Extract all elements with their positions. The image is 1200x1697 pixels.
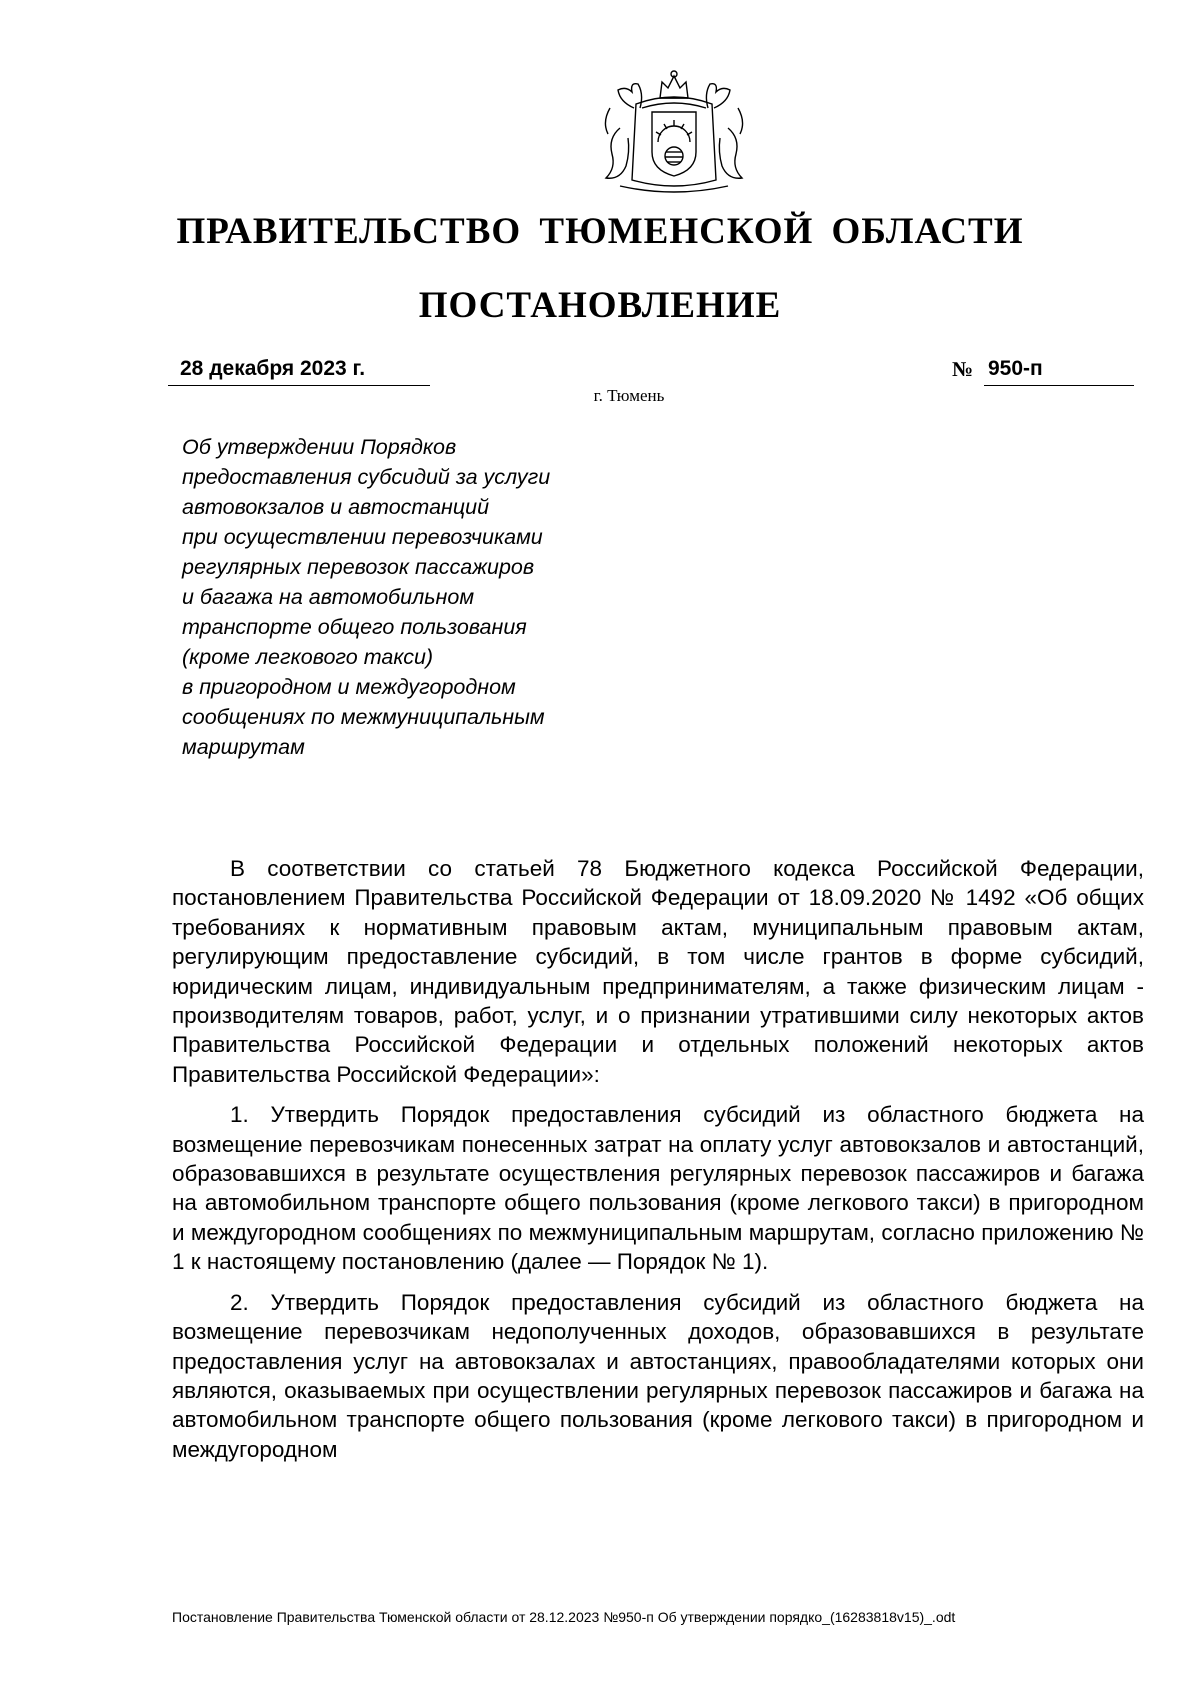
clause-2-paragraph: 2. Утвердить Порядок предоставления субсидий из областного бюджета на возмещение перевозчикам недополученных доходов, образовавшихся в результате предоставления услуг на автовокзалах и автостанциях, правообладателями которых они являются, оказываемых при осуществлении регулярных перевозок пассажиров и багажа на автомобильном транспорте общего пользования (кроме легкового такси) в пригородном и междугородном bbox=[172, 1289, 1144, 1462]
document-number: 950-п bbox=[984, 356, 1134, 386]
document-city: г. Тюмень bbox=[593, 386, 665, 405]
preamble-paragraph: В соответствии со статьей 78 Бюджетного кодекса Российской Федерации, постановлением Правительства Российской Федерации от 18.09.2020 № 1492 «Об общих требованиях к нормативным правовым актам, муниципальным правовым актам, регулирующим предоставление субсидий, в том числе грантов в форме субсидий, юридическим лицам, индивидуальным предпринимателям, а также физическим лицам - производителям товаров, работ, услуг, и о признании утратившими силу некоторых актов Правительства Российской Федерации и отдельных положений некоторых актов Правительства Российской Федерации»: bbox=[172, 856, 1144, 1087]
subject-line: транспорте общего пользования bbox=[182, 615, 527, 639]
number-sign: № bbox=[952, 357, 974, 381]
subject-line: автовокзалов и автостанций bbox=[182, 495, 490, 519]
subject-line: маршрутам bbox=[182, 735, 305, 759]
clause-1-paragraph: 1. Утвердить Порядок предоставления субсидий из областного бюджета на возмещение перевозчикам понесенных затрат на оплату услуг автовокзалов и автостанций, образовавшихся в результате осуществления регулярных перевозок пассажиров и багажа на автомобильном транспорте общего пользования (кроме легкового такси) в пригородном и междугородном сообщениях по межмуниципальным маршрутам, согласно приложению № 1 к настоящему постановлению (далее — Порядок № 1). bbox=[172, 1102, 1144, 1275]
subject-line: и багажа на автомобильном bbox=[182, 585, 475, 609]
document-body bbox=[172, 854, 1144, 1475]
subject-line: сообщениях по межмуниципальным bbox=[182, 705, 545, 729]
document-type-heading: ПОСТАНОВЛЕНИЕ bbox=[418, 285, 782, 326]
government-title: ПРАВИТЕЛЬСТВО ТЮМЕНСКОЙ ОБЛАСТИ bbox=[176, 211, 1024, 252]
subject-line: при осуществлении перевозчиками bbox=[182, 525, 543, 549]
subject-line: в пригородном и междугородном bbox=[182, 675, 516, 699]
subject-line: Об утверждении Порядков bbox=[182, 435, 457, 459]
subject-line: предоставления субсидий за услуги bbox=[182, 465, 551, 489]
document-subject bbox=[182, 432, 662, 762]
subject-line: (кроме легкового такси) bbox=[182, 645, 434, 669]
subject-line: регулярных перевозок пассажиров bbox=[182, 555, 535, 579]
document-date: 28 декабря 2023 г. bbox=[168, 356, 430, 386]
coat-of-arms-emblem bbox=[590, 68, 758, 198]
page-footer: Постановление Правительства Тюменской области от 28.12.2023 №950-п Об утверждении порядко_(16283818v15)_.odt bbox=[172, 1609, 956, 1625]
